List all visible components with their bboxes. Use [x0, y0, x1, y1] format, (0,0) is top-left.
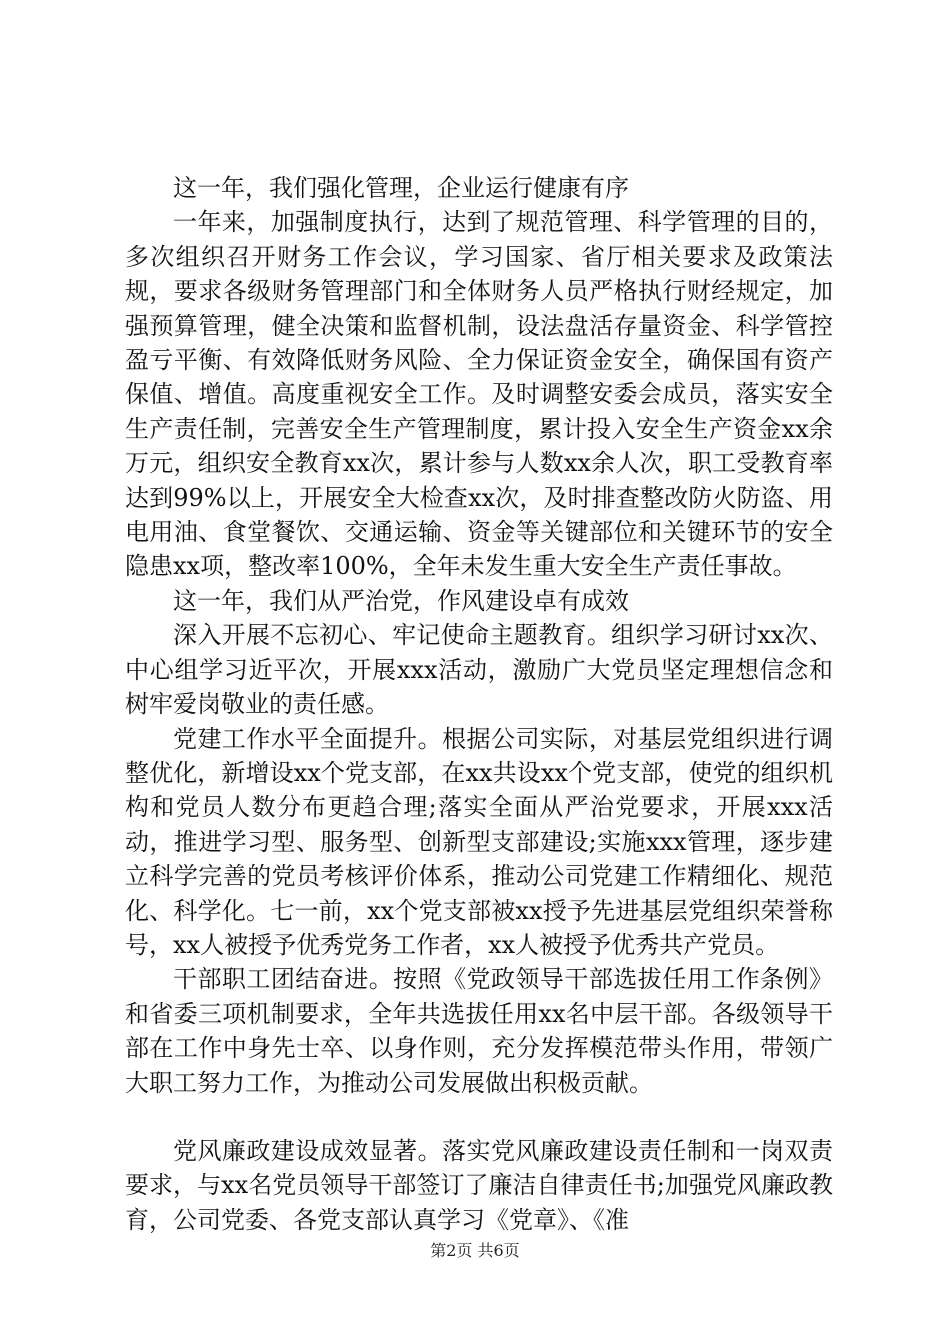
- paragraph-management: 一年来，加强制度执行，达到了规范管理、科学管理的目的，多次组织召开财务工作会议，学习国家、省厅相关要求及政策法规，要求各级财务管理部门和全体财务人员严格执行财经规定，加强预算管理，健全决策和监督机制，设法盘活存量资金、科学管控盈亏平衡、有效降低财务风险、全力保证资金安全，确保国有资产保值、增值。高度重视安全工作。及时调整安委会成员，落实安全生产责任制，完善安全生产管理制度，累计投入安全生产资金xx余万元，组织安全教育xx次，累计参与人数xx余人次，职工受教育率达到99%以上，开展安全大检查xx次，及时排查整改防火防盗、用电用油、食堂餐饮、交通运输、资金等关键部位和关键环节的安全隐患xx项，整改率100%，全年未发生重大安全生产责任事故。: [125, 208, 833, 581]
- paragraph-cadres: 干部职工团结奋进。按照《党政领导干部选拔任用工作条例》和省委三项机制要求，全年共选拔任用xx名中层干部。各级领导干部在工作中身先士卒、以身作则，充分发挥模范带头作用，带领广大职工努力工作，为推动公司发展做出积极贡献。: [125, 965, 833, 1097]
- page-footer: 第2页 共6页: [430, 1241, 520, 1260]
- section-heading-party: 这一年，我们从严治党，作风建设卓有成效: [173, 586, 629, 615]
- section-heading-management: 这一年，我们强化管理，企业运行健康有序: [173, 174, 629, 202]
- paragraph-gap: [125, 1100, 833, 1134]
- paragraph-party-building: 党建工作水平全面提升。根据公司实际，对基层党组织进行调整优化，新增设xx个党支部，在xx共设xx个党支部，使党的组织机构和党员人数分布更趋合理;落实全面从严治党要求，开展xxx活动，推进学习型、服务型、创新型支部建设;实施xxx管理，逐步建立科学完善的党员考核评价体系，推动公司党建工作精细化、规范化、科学化。七一前，xx个党支部被xx授予先进基层党组织荣誉称号，xx人被授予优秀党务工作者，xx人被授予优秀共产党员。: [125, 724, 833, 959]
- paragraph-education: 深入开展不忘初心、牢记使命主题教育。组织学习研讨xx次、中心组学习近平次，开展xxx活动，激励广大党员坚定理想信念和树牢爱岗敬业的责任感。: [125, 621, 833, 719]
- document-body: [125, 171, 833, 1237]
- paragraph-integrity: 党风廉政建设成效显著。落实党风廉政建设责任制和一岗双责要求，与xx名党员领导干部签订了廉洁自律责任书;加强党风廉政教育，公司党委、各党支部认真学习《党章》、《准: [125, 1136, 833, 1234]
